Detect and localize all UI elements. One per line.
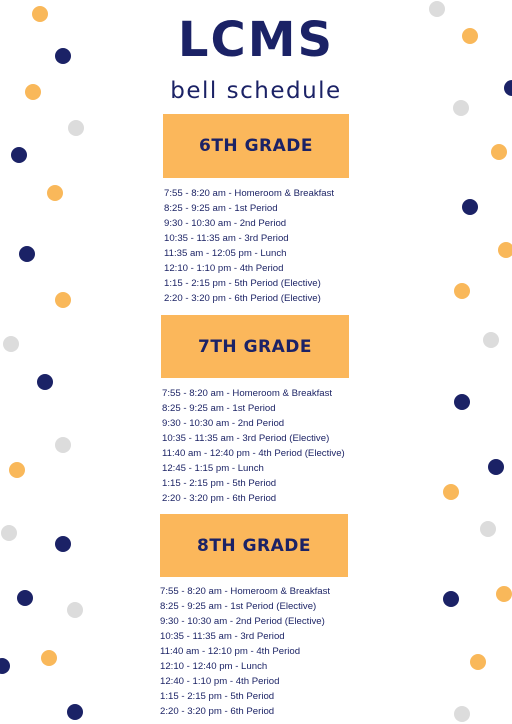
dot [454, 706, 470, 722]
schedule-item: 1:15 - 2:15 pm - 5th Period [160, 691, 275, 702]
grade-8-header [160, 514, 348, 577]
schedule-item: 1:15 - 2:15 pm - 5th Period [162, 478, 277, 489]
schedule-item: 12:10 - 12:40 pm - Lunch [160, 661, 268, 672]
dot [41, 650, 57, 666]
schedule-item: 7:55 - 8:20 am - Homeroom & Breakfast [164, 188, 335, 199]
dot [483, 332, 499, 348]
schedule-item: 2:20 - 3:20 pm - 6th Period [160, 706, 275, 717]
schedule-item: 10:35 - 11:35 am - 3rd Period [160, 631, 285, 642]
dot [491, 144, 507, 160]
schedule-item: 12:45 - 1:15 pm - Lunch [162, 463, 264, 474]
dot [19, 246, 35, 262]
dot [488, 459, 504, 475]
schedule-item: 1:15 - 2:15 pm - 5th Period (Elective) [164, 278, 321, 289]
schedule-item: 9:30 - 10:30 am - 2nd Period [164, 218, 287, 229]
grade-6-header [163, 114, 349, 178]
schedule-item: 11:40 am - 12:40 pm - 4th Period (Elective) [162, 448, 345, 459]
dot [55, 292, 71, 308]
grade-6-schedule [164, 186, 334, 306]
grade-8-title: 8TH GRADE [197, 535, 311, 556]
dot [9, 462, 25, 478]
schedule-item: 12:10 - 1:10 pm - 4th Period [164, 263, 284, 274]
schedule-item: 2:20 - 3:20 pm - 6th Period (Elective) [164, 293, 321, 304]
dot [3, 336, 19, 352]
grade-7-title: 7TH GRADE [198, 336, 312, 357]
schedule-item: 8:25 - 9:25 am - 1st Period [164, 203, 278, 214]
schedule-item: 9:30 - 10:30 am - 2nd Period (Elective) [160, 616, 325, 627]
dot [462, 199, 478, 215]
dot [480, 521, 496, 537]
dot [55, 536, 71, 552]
dot [17, 590, 33, 606]
grade-7-header [161, 315, 349, 378]
dot [470, 654, 486, 670]
schedule-item: 10:35 - 11:35 am - 3rd Period (Elective) [162, 433, 330, 444]
dot [67, 602, 83, 618]
dot [55, 437, 71, 453]
dot [67, 704, 83, 720]
schedule-item: 10:35 - 11:35 am - 3rd Period [164, 233, 289, 244]
dot [454, 283, 470, 299]
grade-6-title: 6TH GRADE [199, 136, 313, 156]
schedule-item: 11:35 am - 12:05 pm - Lunch [164, 248, 287, 259]
dot [0, 658, 10, 674]
grade-7-schedule [162, 386, 345, 506]
dot [443, 591, 459, 607]
schedule-item: 12:40 - 1:10 pm - 4th Period [160, 676, 280, 687]
dot [37, 374, 53, 390]
dot [68, 120, 84, 136]
schedule-item: 9:30 - 10:30 am - 2nd Period [162, 418, 285, 429]
schedule-item: 7:55 - 8:20 am - Homeroom & Breakfast [162, 388, 333, 399]
schedule-item: 11:40 am - 12:10 pm - 4th Period [160, 646, 301, 657]
schedule-item: 2:20 - 3:20 pm - 6th Period [162, 493, 277, 504]
dot [1, 525, 17, 541]
schedule-item: 8:25 - 9:25 am - 1st Period (Elective) [160, 601, 317, 612]
grade-8-schedule [160, 584, 330, 719]
dot [11, 147, 27, 163]
schedule-item: 7:55 - 8:20 am - Homeroom & Breakfast [160, 586, 331, 597]
dot [498, 242, 512, 258]
page-subtitle: bell schedule [170, 78, 342, 104]
schedule-item: 8:25 - 9:25 am - 1st Period [162, 403, 276, 414]
dot [496, 586, 512, 602]
dot [47, 185, 63, 201]
dot [443, 484, 459, 500]
school-logo: LCMS [177, 12, 335, 68]
dot [454, 394, 470, 410]
